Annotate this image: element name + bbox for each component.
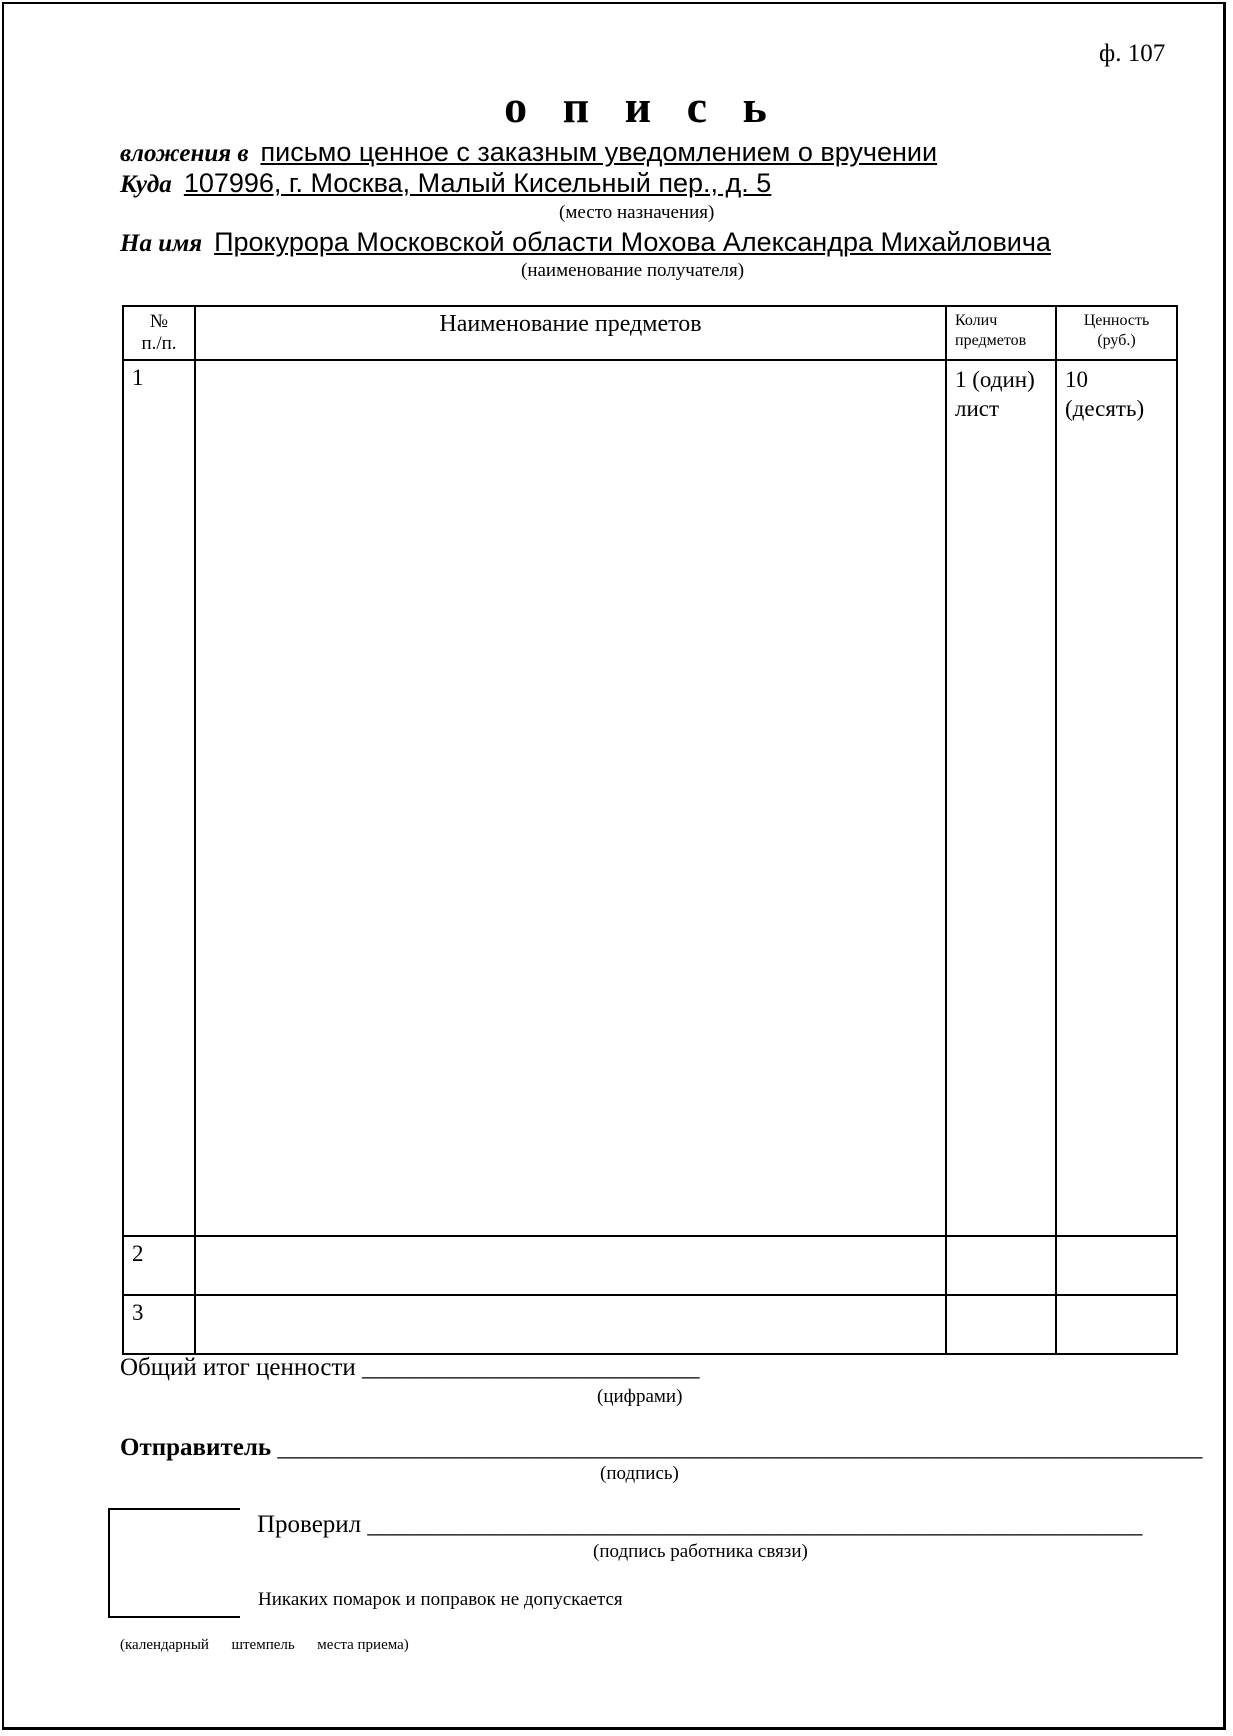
sender-caption: (подпись) <box>600 1463 679 1484</box>
form-number: ф. 107 <box>1099 40 1166 67</box>
document-title: о п и с ь <box>504 81 779 132</box>
header-qty-line2: предметов <box>955 332 1027 349</box>
total-row <box>120 1354 700 1382</box>
header-value-line2: (руб.) <box>1097 332 1136 349</box>
destination-caption: (место назначения) <box>559 202 715 223</box>
row-value[interactable] <box>1056 1295 1177 1354</box>
row-qty[interactable] <box>946 1295 1056 1354</box>
checked-row <box>257 1511 1142 1539</box>
row-value[interactable] <box>1056 360 1177 1236</box>
no-corrections-note: Никаких помарок и поправок не допускается <box>258 1589 623 1610</box>
row-name[interactable] <box>195 360 946 1236</box>
row-qty-line1: 1 (один) <box>955 367 1035 392</box>
destination-row <box>120 168 771 199</box>
total-field[interactable]: ___________________________ <box>362 1354 700 1381</box>
recipient-row <box>120 227 1051 258</box>
stamp-caption: (календарный штемпель места приема) <box>120 1637 409 1653</box>
sender-signature-field[interactable]: __________________________________________________________________________ <box>277 1434 1203 1461</box>
row-qty[interactable] <box>946 1236 1056 1295</box>
header-num-line2: п./п. <box>141 333 177 354</box>
row-value-line2: (десять) <box>1065 396 1145 421</box>
stamp-box <box>108 1508 240 1618</box>
checked-caption: (подпись работника связи) <box>593 1541 808 1562</box>
header-num-line1: № <box>149 311 169 332</box>
header-qty-line1: Колич <box>955 312 998 329</box>
total-label: Общий итог ценности <box>120 1354 356 1381</box>
table-row <box>123 1295 1177 1354</box>
row-num: 3 <box>123 1295 195 1354</box>
row-qty-line2: лист <box>955 396 1000 421</box>
row-value-line1: 10 <box>1065 367 1088 392</box>
header-value <box>1056 306 1177 360</box>
sender-label: Отправитель <box>120 1434 272 1461</box>
header-qty <box>946 306 1056 360</box>
table-header-row <box>123 306 1177 360</box>
attachment-row <box>120 137 937 168</box>
destination-value[interactable]: 107996, г. Москва, Малый Кисельный пер., д. 5 <box>183 168 772 198</box>
row-num: 1 <box>123 360 195 1236</box>
row-value[interactable] <box>1056 1236 1177 1295</box>
checked-label: Проверил <box>257 1511 362 1538</box>
recipient-label: На имя <box>120 230 203 257</box>
inventory-table <box>122 305 1178 1355</box>
attachment-value[interactable]: письмо ценное с заказным уведомлением о вручении <box>260 137 938 167</box>
total-caption: (цифрами) <box>597 1386 683 1407</box>
sender-row <box>120 1434 1202 1462</box>
recipient-value[interactable]: Прокурора Московской области Мохова Александра Михайловича <box>214 227 1051 257</box>
header-name: Наименование предметов <box>195 306 946 360</box>
table-row <box>123 360 1177 1236</box>
row-name[interactable] <box>195 1236 946 1295</box>
header-num <box>123 306 195 360</box>
checked-signature-field[interactable]: ______________________________________________________________ <box>367 1511 1143 1538</box>
row-qty[interactable] <box>946 360 1056 1236</box>
attachment-label: вложения в <box>120 140 249 167</box>
destination-label: Куда <box>120 171 172 198</box>
header-value-line1: Ценность <box>1083 312 1150 329</box>
row-name[interactable] <box>195 1295 946 1354</box>
table-row <box>123 1236 1177 1295</box>
row-num: 2 <box>123 1236 195 1295</box>
recipient-caption: (наименование получателя) <box>521 260 745 281</box>
